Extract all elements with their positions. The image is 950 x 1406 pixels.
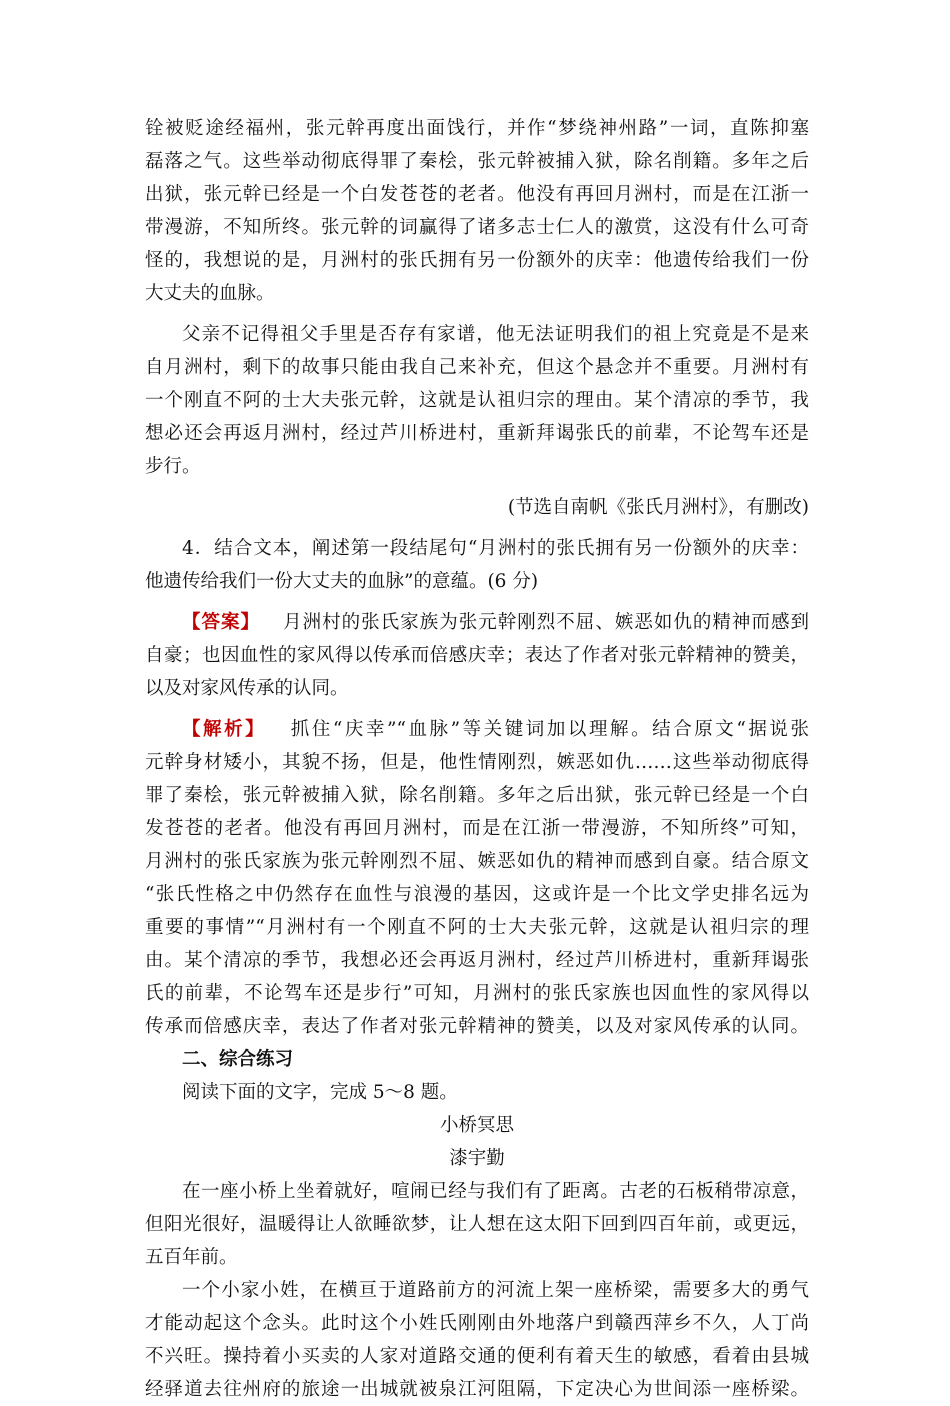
passage1-p2-line: 想必还会再返月洲村，经过芦川桥进村，重新拜谒张氏的前辈，不论驾车还是: [145, 423, 809, 444]
passage1-p2-line: 一个刚直不阿的士大夫张元幹，这就是认祖归宗的理由。某个清凉的季节，我: [145, 390, 809, 411]
passage2-p2-line: 一个小家小姓，在横亘于道路前方的河流上架一座桥梁，需要多大的勇气: [182, 1280, 809, 1301]
answer-text: 月洲村的张氏家族为张元幹刚烈不屈、嫉恶如仇的精神而感到: [282, 612, 809, 633]
analysis-line: 重要的事情”“月洲村有一个刚直不阿的士大夫张元幹，这就是认祖归宗的理: [145, 917, 809, 938]
analysis-line: 发苍苍的老者。他没有再回月洲村，而是在江浙一带漫游，不知所终”可知，: [145, 818, 809, 839]
analysis-text: 抓住“庆幸”“血脉”等关键词加以理解。结合原文“据说张: [288, 719, 809, 740]
passage2-title: 小桥冥思: [439, 1115, 514, 1136]
answer-first-line: [145, 606, 809, 639]
passage1-p1-line: 怪的，我想说的是，月洲村的张氏拥有另一份额外的庆幸：他遗传给我们一份: [145, 250, 809, 271]
passage1-p1-line: 出狱，张元幹已经是一个白发苍苍的老者。他没有再回月洲村，而是在江浙一: [145, 184, 809, 205]
analysis-line: 由。某个清凉的季节，我想必还会再返月洲村，经过芦川桥进村，重新拜谒张: [145, 950, 809, 971]
analysis-line: 罪了秦桧，张元幹被捕入狱，除名削籍。多年之后出狱，张元幹已经是一个白: [145, 785, 809, 806]
passage2-p1-line: 五百年前。: [145, 1247, 238, 1268]
passage2-p2-line: 经驿道去往州府的旅途一出城就被泉江河阻隔，下定决心为世间添一座桥梁。: [145, 1379, 809, 1400]
answer-line: 自豪；也因血性的家风得以传承而倍感庆幸；表达了作者对张元幹精神的赞美，: [145, 645, 809, 666]
passage1-p1-line: 大丈夫的血脉。: [145, 283, 275, 304]
question4-line: 4．结合文本，阐述第一段结尾句“月洲村的张氏拥有另一份额外的庆幸：: [182, 538, 809, 559]
analysis-line: 元幹身材矮小，其貌不扬，但是，他性情刚烈，嫉恶如仇……这些举动彻底得: [145, 752, 809, 773]
passage1-p1-line: 铨被贬途经福州，张元幹再度出面饯行，并作“梦绕神州路”一词，直陈抑塞: [145, 118, 809, 139]
passage2-p2-line: 才能动起这个念头。此时这个小姓氏刚刚由外地落户到赣西萍乡不久，人丁尚: [145, 1313, 809, 1334]
passage1-p2-line: 步行。: [145, 456, 201, 477]
answer-line: 以及对家风传承的认同。: [145, 678, 349, 699]
passage1-p2-line: 父亲不记得祖父手里是否存有家谱，他无法证明我们的祖上究竟是不是来: [182, 324, 809, 345]
section-instruction: 阅读下面的文字，完成 5～8 题。: [182, 1082, 458, 1103]
analysis-line: “张氏性格之中仍然存在血性与浪漫的基因，这或许是一个比文学史排名远为: [145, 884, 809, 905]
question4-line: 他遗传给我们一份大丈夫的血脉”的意蕴。(6 分): [145, 571, 539, 592]
passage2-p1-line: 但阳光很好，温暖得让人欲睡欲梦，让人想在这太阳下回到四百年前，或更远，: [145, 1214, 809, 1235]
answer-tag: 【答案】: [182, 612, 261, 633]
passage2-p1-line: 在一座小桥上坐着就好，喧闹已经与我们有了距离。古老的石板稍带凉意，: [182, 1181, 809, 1202]
analysis-line: 传承而倍感庆幸，表达了作者对张元幹精神的赞美，以及对家风传承的认同。: [145, 1016, 809, 1037]
analysis-tag: 【解析】: [182, 719, 267, 740]
passage1-p1-line: 带漫游，不知所终。张元幹的词赢得了诸多志士仁人的激赏，这没有什么可奇: [145, 217, 809, 238]
source-citation: (节选自南帆《张氏月洲村》，有删改): [507, 497, 809, 518]
passage2-author: 漆宇勤: [449, 1148, 505, 1169]
passage1-p1-line: 磊落之气。这些举动彻底得罪了秦桧，张元幹被捕入狱，除名削籍。多年之后: [145, 151, 809, 172]
section-heading: 二、综合练习: [182, 1049, 294, 1070]
passage2-p2-line: 不兴旺。操持着小买卖的人家对道路交通的便利有着天生的敏感，看着由县城: [145, 1346, 809, 1367]
analysis-line: 月洲村的张氏家族为张元幹刚烈不屈、嫉恶如仇的精神而感到自豪。结合原文: [145, 851, 809, 872]
passage1-p2-line: 自月洲村，剩下的故事只能由我自己来补充，但这个悬念并不重要。月洲村有: [145, 357, 809, 378]
analysis-line: 氏的前辈，不论驾车还是步行”可知，月洲村的张氏家族也因血性的家风得以: [145, 983, 809, 1004]
document-body: [145, 112, 809, 1406]
analysis-first-line: [145, 713, 809, 746]
